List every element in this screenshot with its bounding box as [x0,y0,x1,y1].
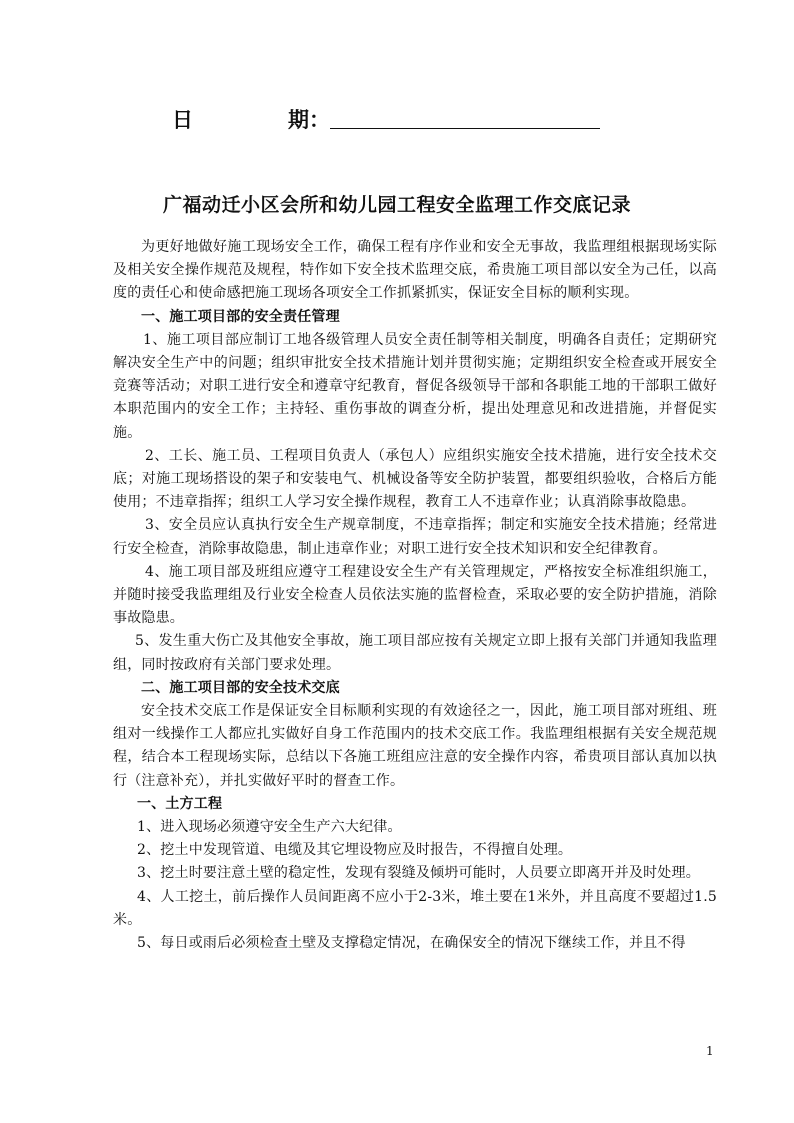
section-1-item-5: 5、发生重大伤亡及其他安全事故，施工项目部应按有关规定立即上报有关部门并通知我监理组，同时按政府有关部门要求处理。 [113,633,717,673]
section-1-item-1: 1、施工项目部应制订工地各级管理人员安全责任制等相关制度，明确各自责任；定期研究解决安全生产中的问题；组织审批安全技术措施计划并贯彻实施；定期组织安全检查或开展安全竞赛等活动；对职工进行安全和遵章守纪教育，督促各级领导干部和各职能工地的干部职工做好本职范围内的安全工作；主持轻、重伤事故的调查分析，提出处理意见和改进措施，并督促实施。 [113,331,717,441]
section-1-item-2: 2、工长、施工员、工程项目负责人（承包人）应组织实施安全技术措施，进行安全技术交底；对施工现场搭设的架子和安装电气、机械设备等安全防护装置，都要组织验收，合格后方能使用；不违章指挥；组织工人学习安全操作规程，教育工人不违章作业；认真消除事故隐患。 [113,447,717,511]
section-2-heading: 二、施工项目部的安全技术交底 [141,679,340,696]
section-1-item-4: 4、施工项目部及班组应遵守工程建设安全生产有关管理规定，严格按安全标准组织施工，并随时接受我监理组及行业安全检查人员依法实施的监督检查，采取必要的安全防护措施，消除事故隐患。 [113,563,717,627]
earthwork-item-5: 5、每日或雨后必须检查土壁及支撑稳定情况，在确保安全的情况下继续工作，并且不得 [137,935,686,952]
date-blank-line [330,128,600,129]
section-1-item-3: 3、安全员应认真执行安全生产规章制度，不违章指挥；制定和实施安全技术措施；经常进行安全检查，消除事故隐患，制止违章作业；对职工进行安全技术知识和安全纪律教育。 [113,517,717,557]
date-line [172,104,612,134]
date-label-first: 日 [172,108,193,132]
document-title: 广福动迁小区会所和幼儿园工程安全监理工作交底记录 [162,194,631,216]
earthwork-item-3: 3、挖土时要注意土壁的稳定性，发现有裂缝及倾坍可能时，人员要立即离开并及时处理。 [137,865,700,882]
earthwork-item-1: 1、进入现场必须遵守安全生产六大纪律。 [137,819,402,836]
page-number: 1 [706,1044,714,1058]
date-label-second: 期： [288,108,330,132]
intro-paragraph: 为更好地做好施工现场安全工作，确保工程有序作业和安全无事故，我监理组根据现场实际及相关安全操作规范及规程，特作如下安全技术监理交底，希贵施工项目部以安全为己任，以高度的责任心和使命感把施工现场各项安全工作抓紧抓实，保证安全目标的顺利实现。 [113,239,717,302]
subsection-earthwork-heading: 一、土方工程 [137,795,223,812]
section-1-heading: 一、施工项目部的安全责任管理 [141,308,340,325]
section-2-intro: 安全技术交底工作是保证安全目标顺利实现的有效途径之一，因此，施工项目部对班组、班组对一线操作工人都应扎实做好自身工作范围内的技术交底工作。我监理组根据有关安全规范规程，结合本工程现场实际，总结以下各施工班组应注意的安全操作内容，希贵项目部认真加以执行（注意补充），并扎实做好平时的督查工作。 [113,703,717,789]
earthwork-item-4: 4、人工挖土，前后操作人员间距离不应小于2-3米，堆土要在1米外，并且高度不要超过1.5米。 [113,888,717,928]
document-body [113,236,717,955]
earthwork-item-2: 2、挖土中发现管道、电缆及其它埋设物应及时报告，不得擅自处理。 [137,842,573,859]
